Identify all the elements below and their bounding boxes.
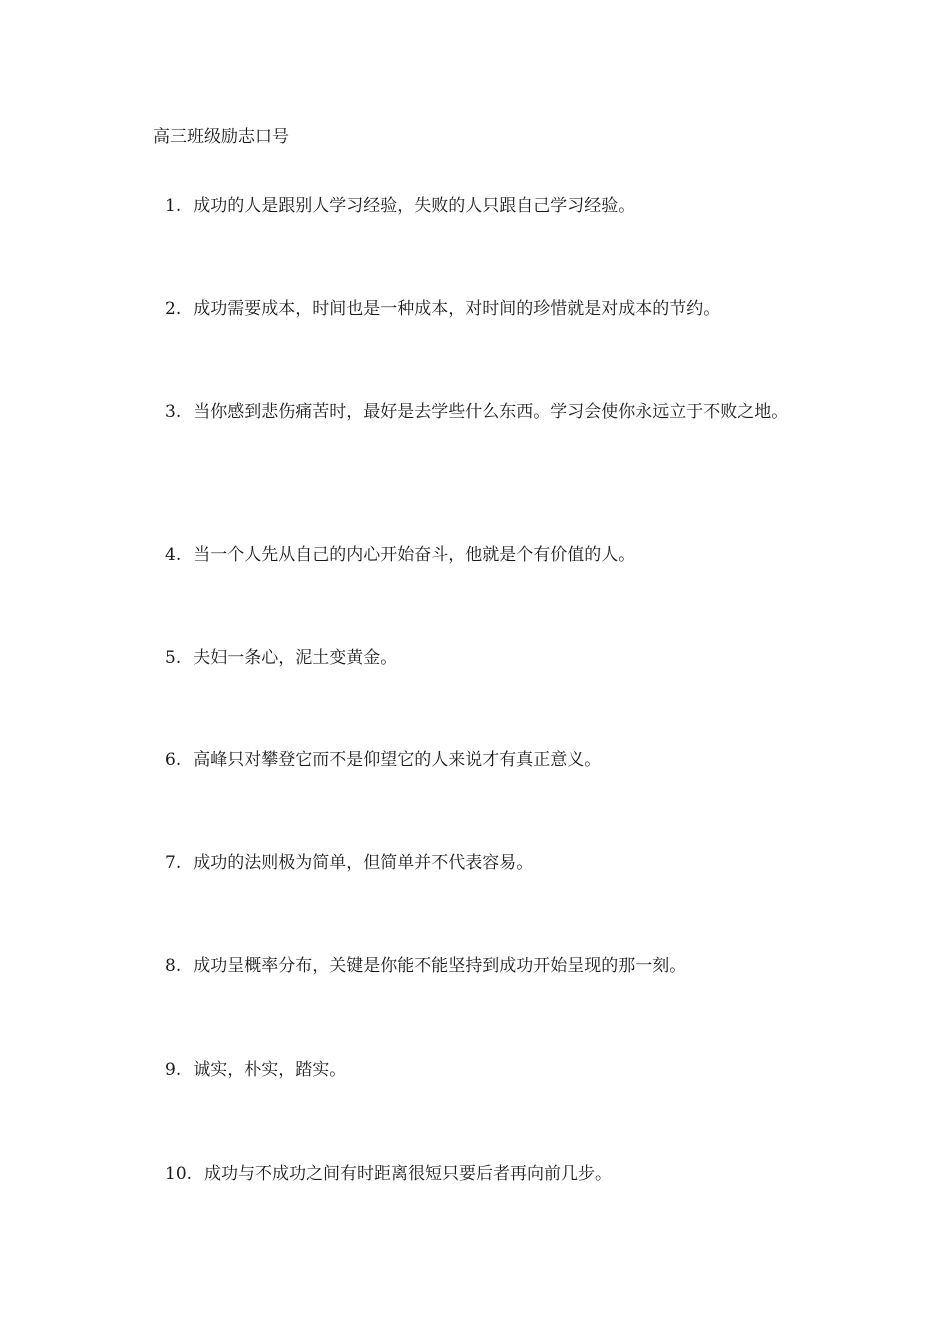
slogan-item — [143, 740, 803, 780]
slogan-number: 9. — [165, 1060, 182, 1080]
slogan-text: 高峰只对攀登它而不是仰望它的人来说才有真正意义。 — [193, 750, 602, 770]
slogan-item — [143, 638, 803, 678]
slogan-number: 10. — [165, 1164, 193, 1184]
slogan-text: 成功与不成功之间有时距离很短只要后者再向前几步。 — [204, 1164, 613, 1184]
slogan-text: 当一个人先从自己的内心开始奋斗，他就是个有价值的人。 — [193, 545, 636, 565]
slogan-text: 夫妇一条心，泥土变黄金。 — [193, 648, 398, 668]
slogan-number: 2. — [165, 299, 182, 319]
slogan-text: 成功的法则极为简单，但简单并不代表容易。 — [193, 853, 534, 873]
slogan-text: 当你感到悲伤痛苦时，最好是去学些什么东西。学习会使你永远立于不败之地。 — [193, 402, 789, 422]
slogan-number: 7. — [165, 853, 182, 873]
slogan-number: 5. — [165, 648, 182, 668]
slogan-item — [143, 535, 803, 575]
slogan-text: 诚实，朴实，踏实。 — [193, 1060, 347, 1080]
slogan-number: 3. — [165, 402, 182, 422]
slogan-text: 成功需要成本，时间也是一种成本，对时间的珍惜就是对成本的节约。 — [193, 299, 721, 319]
slogan-item — [143, 1154, 803, 1194]
slogan-item — [143, 186, 803, 226]
slogan-item — [143, 1050, 803, 1090]
slogan-item — [143, 946, 803, 986]
slogan-number: 8. — [165, 956, 182, 976]
slogan-item — [143, 289, 803, 329]
slogan-text: 成功呈概率分布，关键是你能不能坚持到成功开始呈现的那一刻。 — [193, 956, 687, 976]
slogan-number: 4. — [165, 545, 182, 565]
slogan-number: 1. — [165, 196, 182, 216]
slogan-text: 成功的人是跟别人学习经验，失败的人只跟自己学习经验。 — [193, 196, 636, 216]
slogan-item — [143, 392, 803, 432]
slogan-item — [143, 843, 803, 883]
document-title: 高三班级励志口号 — [153, 127, 289, 147]
slogan-number: 6. — [165, 750, 182, 770]
